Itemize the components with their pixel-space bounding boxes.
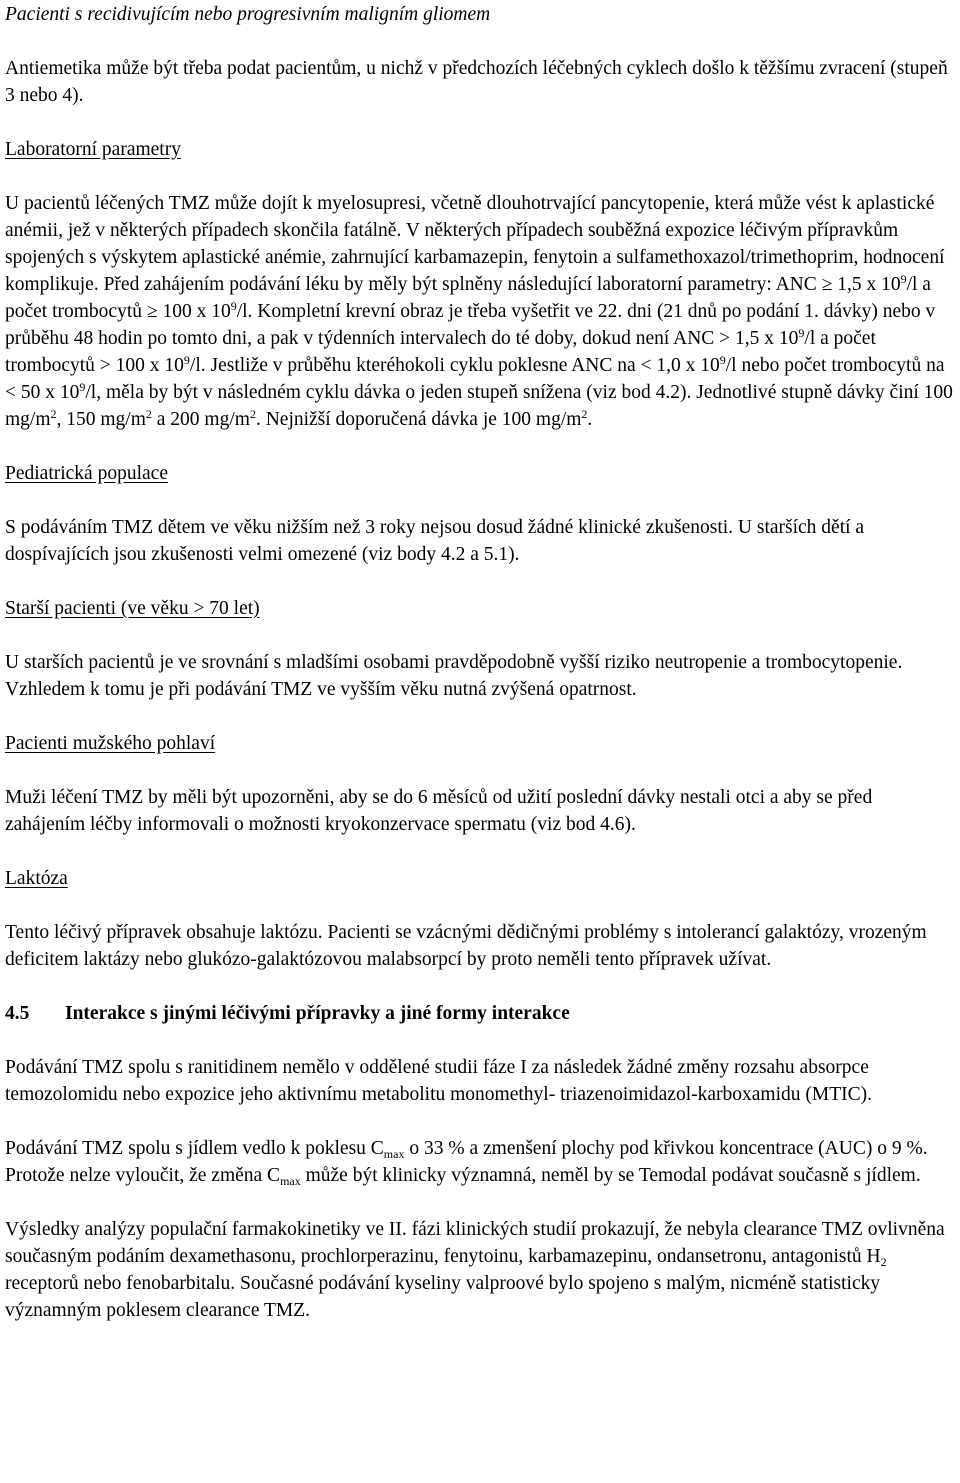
document-page <box>5 0 957 1324</box>
section-heading-4-5 <box>5 1000 957 1027</box>
heading-lactose: Laktóza <box>5 868 68 889</box>
heading-recurrent-glioma: Pacienti s recidivujícím nebo progresivním maligním gliomem <box>5 4 491 25</box>
population-pk-paragraph: Výsledky analýzy populační farmakokinetiky ve II. fázi klinických studií prokazují, že nebyla clearance TMZ ovlivněna současným podáním dexamethasonu, prochlorperazinu, fenytoinu, karbamazepinu, ondansetronu, antagonistů $H_2$ receptorů nebo fenobarbitalu. Současné podávání kyseliny valproové bylo spojeno s malým, nicméně statisticky významným poklesem clearance TMZ. <box>5 1219 945 1321</box>
section-title: Interakce s jinými léčivými přípravky a jiné formy interakce <box>65 1003 570 1024</box>
antiemetics-paragraph: Antiemetika může být třeba podat pacientům, u nichž v předchozích léčebných cyklech došlo k těžšímu zvracení (stupeň 3 nebo 4). <box>5 58 948 106</box>
heading-male-patients: Pacienti mužského pohlaví <box>5 733 216 754</box>
food-caution-paragraph: Protože nelze vyloučit, že změna $C_{max}$ může být klinicky významná, neměl by se Temodal podávat současně s jídlem. <box>5 1165 921 1188</box>
heading-pediatric: Pediatrická populace <box>5 463 168 484</box>
male-paragraph: Muži léčení TMZ by měli být upozorněni, aby se do 6 měsíců od užití poslední dávky nestali otci a aby se před zahájením léčby informovali o možnosti kryokonzervace spermatu (viz bod 4.6). <box>5 787 873 835</box>
pediatric-paragraph: S podáváním TMZ dětem ve věku nižším než 3 roky nejsou dosud žádné klinické zkušenosti. U starších dětí a dospívajících jsou zkušenosti velmi omezené (viz body 4.2 a 5.1). <box>5 517 865 565</box>
lactose-paragraph: Tento léčivý přípravek obsahuje laktózu. Pacienti se vzácnými dědičnými problémy s intolerancí galaktózy, vrozeným deficitem laktázy nebo glukózo-galaktózovou malabsorpcí by proto neměli tento přípravek užívat. <box>5 922 927 970</box>
elderly-paragraph: U starších pacientů je ve srovnání s mladšími osobami pravděpodobně vyšší riziko neutropenie a trombocytopenie. Vzhledem k tomu je při podávání TMZ ve vyšším věku nutná zvýšená opatrnost. <box>5 652 903 700</box>
heading-lab-parameters: Laboratorní parametry <box>5 139 181 160</box>
food-paragraph: Podávání TMZ spolu s jídlem vedlo k poklesu $C_{max}$ o 33 % a zmenšení plochy pod křivkou koncentrace (AUC) o 9 %. <box>5 1138 928 1161</box>
section-number: 4.5 <box>5 1003 30 1024</box>
ranitidine-paragraph: Podávání TMZ spolu s ranitidinem nemělo v oddělené studii fáze I za následek žádné změny rozsahu absorpce temozolomidu nebo expozice jeho aktivnímu metabolitu monomethyl- triazenoimidazol-karboxamidu (MTIC). <box>5 1057 872 1105</box>
lab-paragraph: U pacientů léčených TMZ může dojít k myelosupresi, včetně dlouhotrvající pancytopenie, která může vést k aplastické anémii, jež v některých případech skončila fatálně. V některých případech souběžná expozice léčivým přípravkům spojených s výskytem aplastické anémie, zahrnující karbamazepin, fenytoin a sulfamethoxazol/trimethoprim, hodnocení komplikuje. Před zahájením podávání léku by měly být splněny následující laboratorní parametry: ANC ≥ 1,5 x $10^9/l$ a počet trombocytů ≥ 100 x $10^9/l$. Kompletní krevní obraz je třeba vyšetřit ve 22. dni (21 dnů po podání 1. dávky) nebo v průběhu 48 hodin po tomto dni, a pak v týdenních intervalech do té doby, dokud není ANC > 1,5 x $10^9/l$ a počet trombocytů > 100 x $10^9/l$. Jestliže v průběhu kteréhokoli cyklu poklesne ANC na < 1,0 x $10^9/l$ nebo počet trombocytů na < 50 x $10^9/l$, měla by být v následném cyklu dávka o jeden stupeň snížena (viz bod 4.2). Jednotlivé stupně dávky činí 100 $mg/m^2$, 150 $mg/m^2$ a 200 $mg/m^2$. Nejnižší doporučená dávka je 100 $mg/m^2$. <box>5 193 953 430</box>
heading-elderly: Starší pacienti (ve věku > 70 let) <box>5 598 260 619</box>
